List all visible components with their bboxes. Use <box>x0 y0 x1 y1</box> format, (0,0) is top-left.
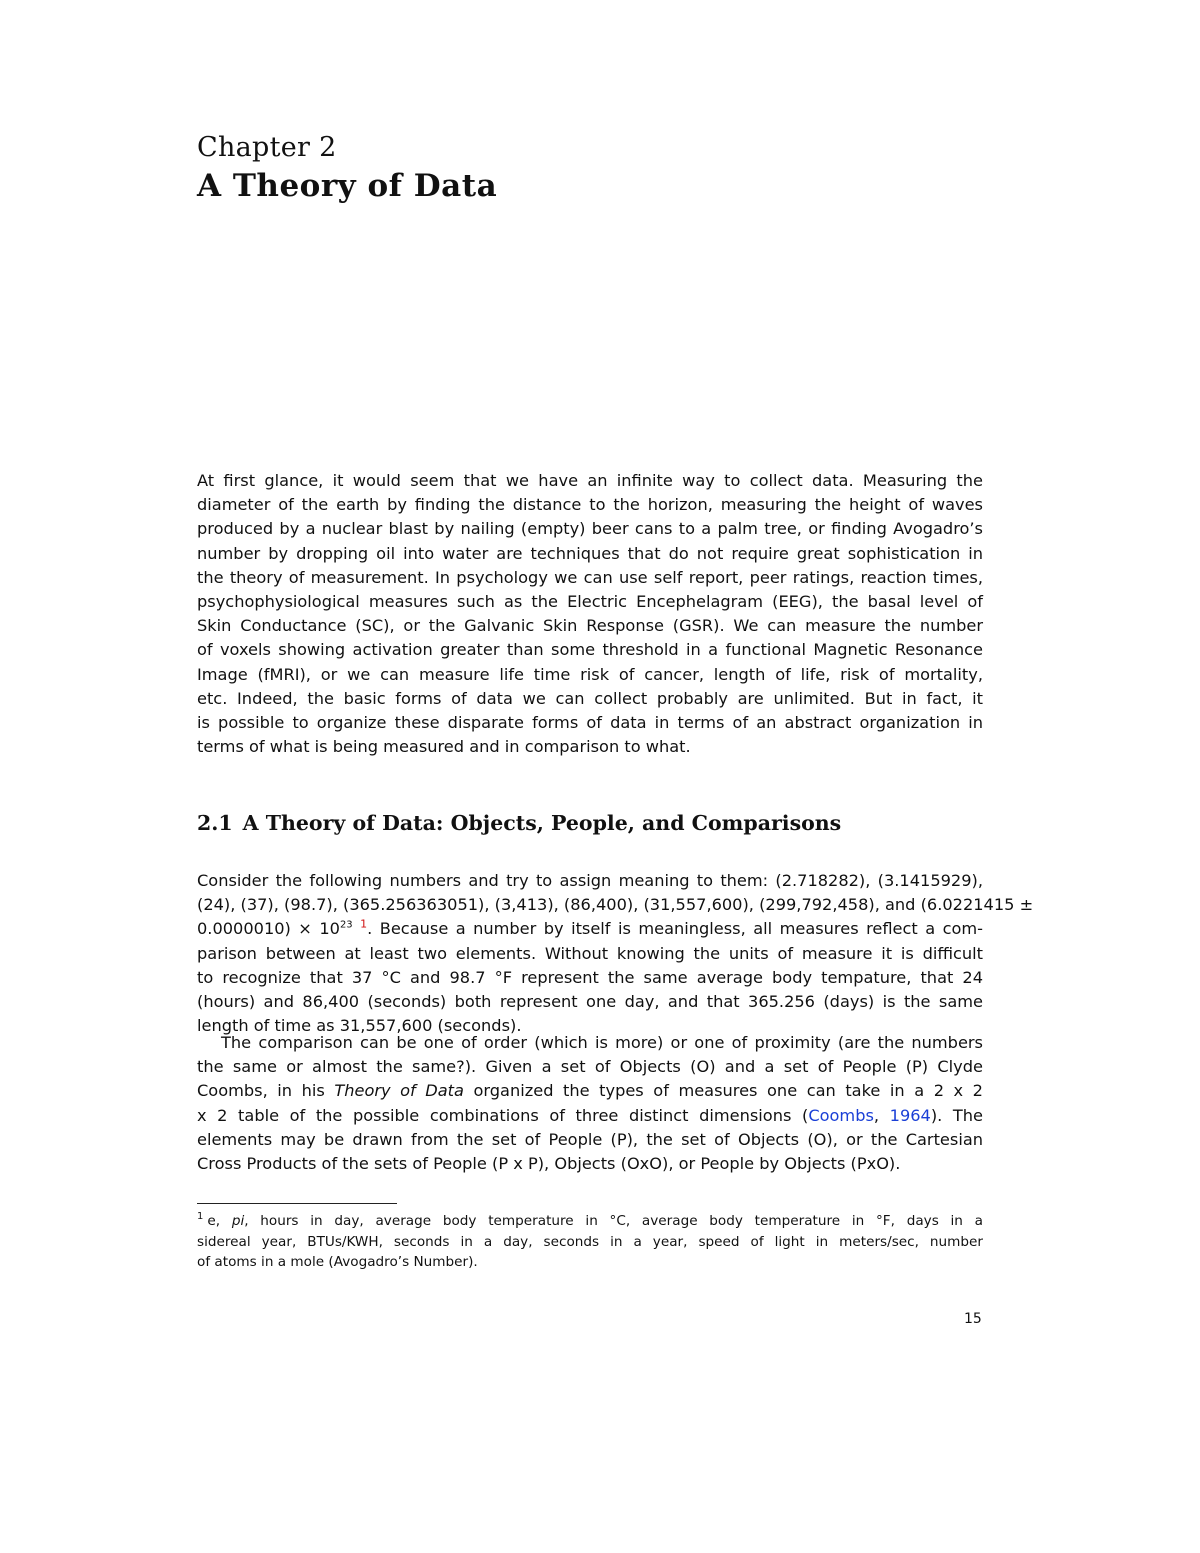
body-paragraph-1 <box>197 869 1034 1038</box>
intro-paragraph <box>197 469 983 759</box>
footnote-line <box>197 1211 983 1232</box>
footnote-divider <box>197 1203 397 1204</box>
paragraph-line <box>197 1104 983 1128</box>
intro-line: of voxels showing activation greater than some threshold in a functional Magnetic Resonance <box>197 640 983 660</box>
chapter-label: Chapter 2 <box>197 132 337 163</box>
chapter-title: A Theory of Data <box>197 168 498 204</box>
text-run: 0.0000010) × 10 <box>197 919 340 939</box>
citation-year-link[interactable]: 1964 <box>889 1105 931 1125</box>
text-run: x 2 table of the possible combinations of three distinct dimensions ( <box>197 1105 809 1125</box>
paragraph-line: elements may be drawn from the set of People (P), the set of Objects (O), or the Cartesian <box>197 1129 983 1149</box>
paragraph-line: (24), (37), (98.7), (365.256363051), (3,413), (86,400), (31,557,600), (299,792,458), and (6.0221415 ± <box>197 895 1034 915</box>
text-run: . Because a number by itself is meaningless, all measures reflect a com- <box>367 919 983 939</box>
citation-author-link[interactable]: Coombs <box>808 1105 874 1125</box>
section-title: A Theory of Data: Objects, People, and Comparisons <box>242 811 842 835</box>
paragraph-line: the same or almost the same?). Given a set of Objects (O) and a set of People (P) Clyde <box>197 1057 983 1077</box>
footnote-number: 1 <box>197 1211 204 1223</box>
footnote-reference[interactable]: 1 <box>360 917 368 931</box>
footnote-line: of atoms in a mole (Avogadro’s Number). <box>197 1254 478 1270</box>
intro-line: At first glance, it would seem that we have an infinite way to collect data. Measuring the <box>197 471 983 490</box>
paragraph-line: (hours) and 86,400 (seconds) both represent one day, and that 365.256 (days) is the same <box>197 991 983 1011</box>
page-number: 15 <box>964 1311 982 1327</box>
intro-line: Skin Conductance (SC), or the Galvanic Skin Response (GSR). We can measure the number <box>197 616 983 636</box>
intro-line: psychophysiological measures such as the Electric Encephelagram (EEG), the basal level of <box>197 591 983 611</box>
body-paragraph-2 <box>197 1031 983 1176</box>
intro-line: number by dropping oil into water are techniques that do not require great sophistication in <box>197 543 983 563</box>
intro-line: diameter of the earth by finding the distance to the horizon, measuring the height of waves <box>197 495 983 515</box>
text-run: e, <box>207 1213 232 1229</box>
paragraph-line: parison between at least two elements. Without knowing the units of measure it is difficult <box>197 943 983 963</box>
intro-line: is possible to organize these disparate forms of data in terms of an abstract organization in <box>197 712 983 732</box>
footnote-line: sidereal year, BTUs/KWH, seconds in a day, seconds in a year, speed of light in meters/sec, number <box>197 1233 983 1250</box>
paragraph-line <box>197 1079 983 1103</box>
book-title: Theory of Data <box>334 1081 464 1101</box>
section-number: 2.1 <box>197 811 233 835</box>
paragraph-line: to recognize that 37 °C and 98.7 °F represent the same average body tempature, that 24 <box>197 967 983 987</box>
text-run: Coombs, in his <box>197 1081 335 1101</box>
footnote <box>197 1211 983 1273</box>
paragraph-line: The comparison can be one of order (which is more) or one of proximity (are the numbers <box>221 1033 983 1052</box>
text-run: , <box>873 1105 890 1125</box>
intro-line: produced by a nuclear blast by nailing (empty) beer cans to a palm tree, or finding Avogadro’s <box>197 519 983 539</box>
paragraph-line: Cross Products of the sets of People (P x P), Objects (OxO), or People by Objects (PxO). <box>197 1153 901 1173</box>
paragraph-line: Consider the following numbers and try to assign meaning to them: (2.718282), (3.1415929), <box>197 871 983 890</box>
paragraph-line: length of time as 31,557,600 (seconds). <box>197 1016 522 1036</box>
text-run: ). The <box>930 1105 983 1125</box>
section-heading <box>197 811 841 835</box>
text-run: pi <box>231 1213 245 1229</box>
intro-line: terms of what is being measured and in comparison to what. <box>197 737 691 757</box>
text-run: organized the types of measures one can take in a 2 x 2 <box>463 1081 983 1101</box>
intro-line: etc. Indeed, the basic forms of data we can collect probably are unlimited. But in fact, it <box>197 688 983 708</box>
intro-line: Image (fMRI), or we can measure life time risk of cancer, length of life, risk of mortality, <box>197 664 983 684</box>
text-run: , hours in day, average body temperature in °C, average body temperature in °F, days in a <box>244 1213 983 1229</box>
exponent: 23 <box>339 919 353 931</box>
paragraph-line <box>197 917 983 941</box>
intro-line: the theory of measurement. In psychology we can use self report, peer ratings, reaction times, <box>197 567 983 587</box>
